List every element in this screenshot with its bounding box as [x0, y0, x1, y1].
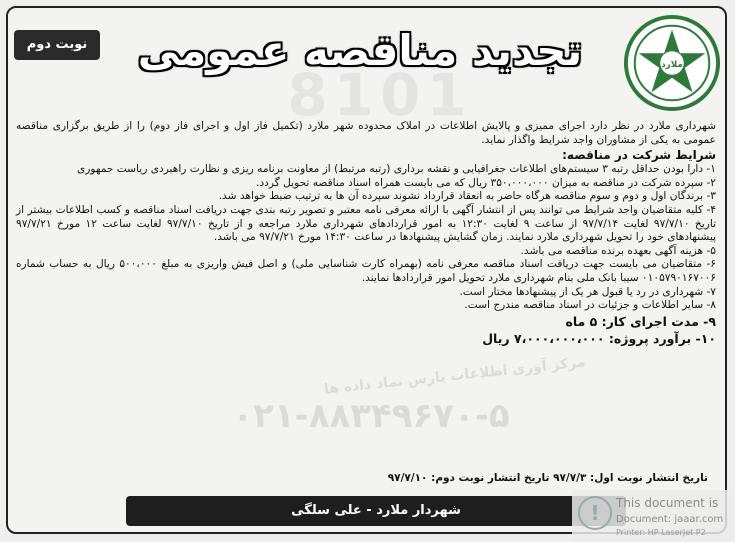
site-watermark: مرکز آوری اطلاعات پارس نماد داده ها: [323, 354, 587, 398]
info-icon: !: [578, 496, 612, 530]
notice-title: تجدید مناقصه عمومی: [137, 26, 583, 75]
overlay-line-3: Printer: HP LaserJet P2: [616, 528, 706, 537]
round-badge: نوبت دوم: [14, 30, 100, 60]
mayor-signature: شهردار ملارد - علی سلگی: [126, 496, 626, 526]
condition-item: ۵- هزینه آگهی بعهده برنده مناقصه می باشد.: [520, 244, 716, 257]
condition-item: ۲- سپرده شرکت در مناقصه به میزان ۳۵۰،۰۰۰،۰۰۰ ریال که می بایست همراه اسناد مناقصه تحویل گردد.: [256, 176, 716, 189]
condition-item: ۱- دارا بودن حداقل رتبه ۳ سیستم‌های اطلاعات جغرافیایی و نقشه برداری (رتبه مرتبط) از معاونت برنامه ریزی و نظارت راهبردی ریاست جمهوری: [76, 163, 716, 176]
municipality-emblem-icon: [623, 14, 721, 112]
publication-dates: تاریخ انتشار نوبت اول: ۹۷/۷/۳ تاریخ انتشار نوبت دوم: ۹۷/۷/۱۰: [387, 472, 708, 484]
condition-item: ۷- شهرداری در رد یا قبول هر یک از پیشنهادها مختار است.: [459, 285, 716, 298]
conditions-heading: شرایط شرکت در مناقصه:: [562, 148, 716, 163]
duration-line: ۹- مدت اجرای کار: ۵ ماه: [565, 313, 716, 329]
condition-item: ۴- کلیه متقاضیان واجد شرایط می توانند پس از انتشار آگهی با ارائه معرفی نامه معتبر و تصویر رتبه بندی جهت دریافت اسناد مناقصه و کسب اطلاعات بیشتر از تاریخ ۹۷/۷/۱۰ لغایت ۹۷/۷/۱۴ از ساعت ۹ لغایت ۱۲:۳۰ به امور قراردادهای شهرداری ملارد مراجعه و از تاریخ ۹۷/۷/۱۰ لغایت ساعت ۱۲ مورخ ۹۷/۷/۲۱ پیشنهادهای خود را تحویل شهرداری ملارد نمایند. زمان گشایش پیشنهادها در ساعت ۱۴:۳۰ مورخ ۹۷/۷/۲۱ می باشد.: [16, 203, 717, 244]
emblem-text: ملارد: [661, 59, 683, 70]
condition-item: ۸- سایر اطلاعات و جزئیات در اسناد مناقصه مندرج است.: [464, 299, 716, 312]
overlay-line-2: Document: jaaar.com: [616, 514, 724, 525]
page-watermark: 8101: [287, 61, 473, 129]
phone-watermark: ۰۲۱-۸۸۳۴۹۶۷۰-۵: [232, 396, 510, 436]
estimate-line: ۱۰- برآورد پروژه: ۷،۰۰۰،۰۰۰،۰۰۰ ریال: [482, 330, 716, 346]
document-overlay: [572, 490, 735, 542]
condition-item: ۳- برندگان اول و دوم و سوم مناقصه هرگاه حاضر به انعقاد قرارداد نشوند سپرده آن ها به ترتیب ضبط خواهد شد.: [218, 190, 716, 203]
overlay-line-1: This document is: [616, 496, 719, 510]
intro-paragraph: شهرداری ملارد در نظر دارد اجرای ممیزی و پالایش اطلاعات در املاک محدوده شهر ملارد (تکمیل فاز اول و اجرای فاز دوم) را از طریق برگزاری مناقصه عمومی به یکی از مشاوران واجد شرایط واگذار نماید.: [16, 120, 716, 146]
condition-item: ۶- متقاضیان می بایست جهت دریافت اسناد مناقصه معرفی نامه (بهمراه کارت شناسایی ملی) و اصل فیش واریزی به مبلغ ۵۰۰،۰۰۰ ریال به حساب شماره ۰۱۰۵۷۹۰۱۶۷۰۰۶ سیبا بانک ملی بنام شهرداری ملارد تحویل امور قراردادها نمایند.: [16, 258, 716, 284]
